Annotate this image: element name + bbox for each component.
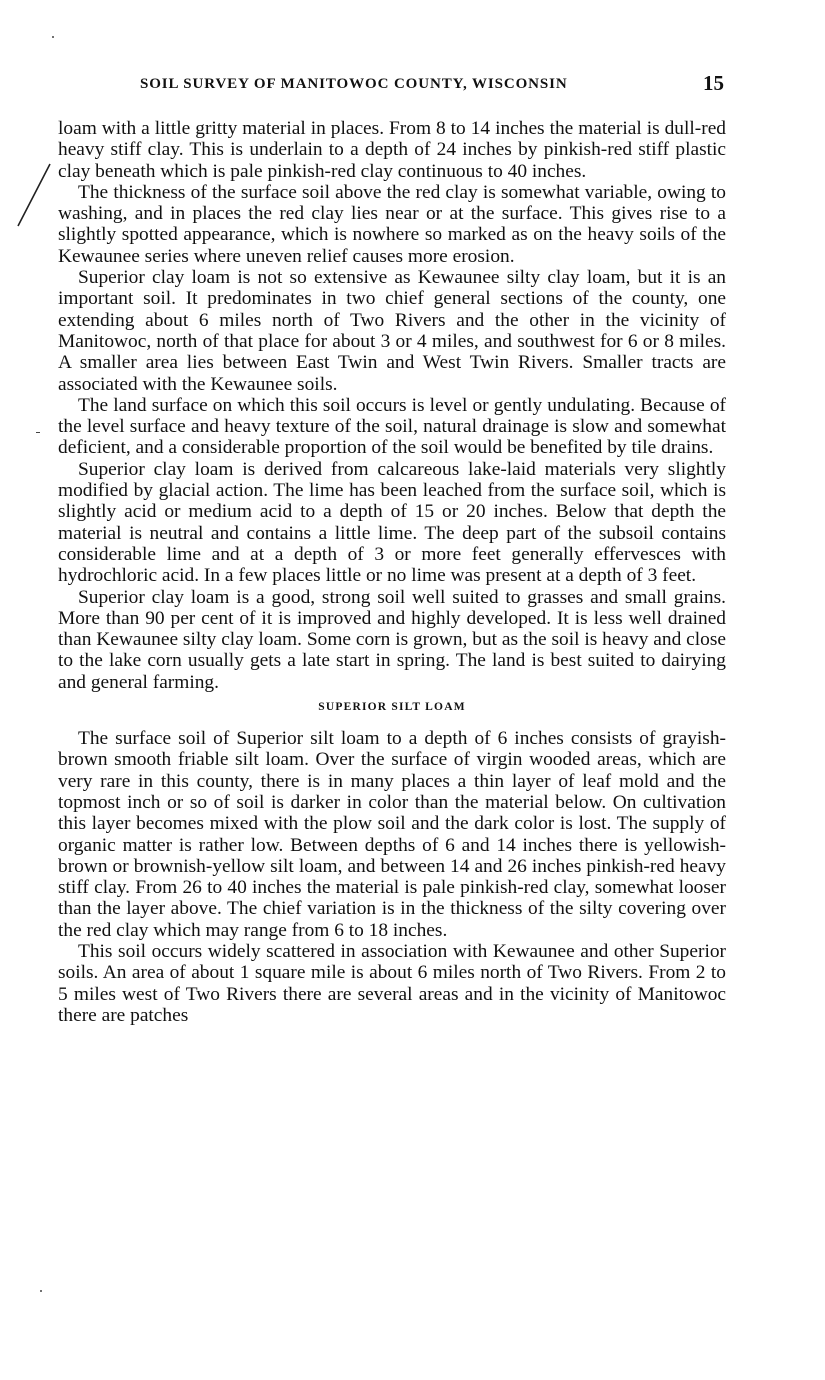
body-text xyxy=(58,118,726,1026)
paragraph: The surface soil of Superior silt loam to a depth of 6 inches consists of grayish-brown smooth friable silt loam. Over the surface of virgin wooded areas, which are very rare in this county, there is in many places a thin layer of leaf mold and the topmost inch or so of soil is darker in color than the material below. On cultivation this layer becomes mixed with the plow soil and the dark color is lost. The supply of organic matter is rather low. Between depths of 6 and 14 inches there is yellowish-brown or brownish-yellow silt loam, and between 14 and 26 inches pinkish-red heavy stiff clay. From 26 to 40 inches the material is pale pinkish-red clay, somewhat looser than the layer above. The chief variation is in the thickness of the silty covering over the red clay which may range from 6 to 18 inches. xyxy=(58,728,726,941)
margin-pencil-mark xyxy=(14,160,54,230)
paragraph: The land surface on which this soil occurs is level or gently undulating. Because of the level surface and heavy texture of the soil, natural drainage is slow and somewhat deficient, and a considerable proportion of the soil would be benefited by tile drains. xyxy=(58,394,726,459)
paragraph: Superior clay loam is derived from calcareous lake-laid materials very slightly modified by glacial action. The lime has been leached from the surface soil, which is slightly acid or medium acid to a depth of 15 or 20 inches. Below that depth the material is neutral and contains a little lime. The deep part of the subsoil contains considerable lime and at a depth of 3 or more feet generally effervesces with hydrochloric acid. In a few places little or no lime was present at a depth of 3 feet. xyxy=(58,458,726,587)
scan-speck xyxy=(52,36,54,38)
scan-speck xyxy=(36,432,40,433)
paragraph: This soil occurs widely scattered in association with Kewaunee and other Superior soils. An area of about 1 square mile is about 6 miles north of Two Rivers. From 2 to 5 miles west of Two Rivers there are several areas and in the vicinity of Manitowoc there are patches xyxy=(58,940,726,1026)
running-header xyxy=(58,71,726,98)
paragraph: The thickness of the surface soil above the red clay is somewhat variable, owing to washing, and in places the red clay lies near or at the surface. This gives rise to a slightly spotted appearance, which is nowhere so marked as on the heavy soils of the Kewaunee series where uneven relief causes more erosion. xyxy=(58,181,726,267)
paragraph: Superior clay loam is a good, strong soil well suited to grasses and small grains. More than 90 per cent of it is improved and highly developed. It is less well drained than Kewaunee silty clay loam. Some corn is grown, but as the soil is heavy and close to the lake corn usually gets a late start in spring. The land is best suited to dairying and general farming. xyxy=(58,586,726,693)
section-heading: SUPERIOR SILT LOAM xyxy=(318,701,466,714)
scan-speck xyxy=(40,1290,42,1292)
paragraph: Superior clay loam is not so extensive as Kewaunee silty clay loam, but it is an important soil. It predominates in two chief general sections of the county, one extending about 6 miles north of Two Rivers and the other in the vicinity of Manitowoc, north of that place for about 3 or 4 miles, and southwest for 6 or 8 miles. A smaller area lies between East Twin and West Twin Rivers. Smaller tracts are associated with the Kewaunee soils. xyxy=(58,267,726,395)
paragraph-continuation: loam with a little gritty material in places. From 8 to 14 inches the material is dull-red heavy stiff clay. This is underlain to a depth of 24 inches by pinkish-red stiff plastic clay beneath which is pale pinkish-red clay continuous to 40 inches. xyxy=(58,118,726,182)
page-number: 15 xyxy=(703,71,724,95)
running-title: SOIL SURVEY OF MANITOWOC COUNTY, WISCONSIN xyxy=(140,76,568,92)
